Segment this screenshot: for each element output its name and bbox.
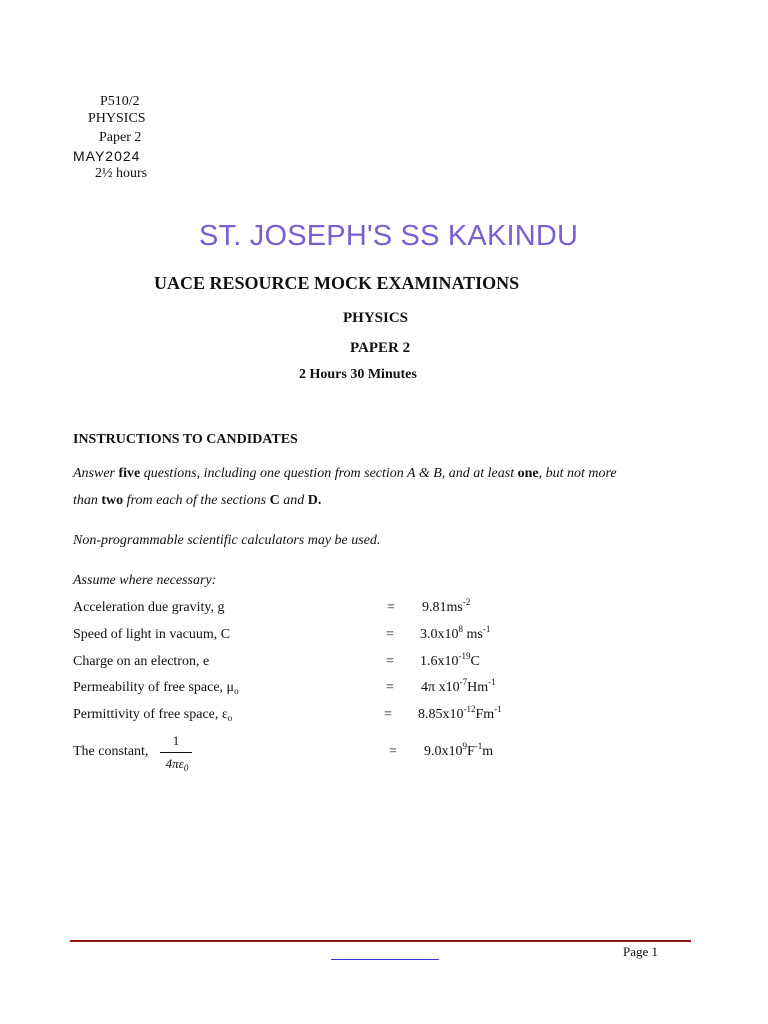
instruction-line-1 bbox=[73, 466, 617, 482]
fraction-numerator: 1 bbox=[172, 733, 180, 748]
header-subject: PHYSICS bbox=[88, 111, 146, 126]
constant-equals: = bbox=[386, 654, 394, 669]
instruction-emphasis: two bbox=[101, 493, 124, 508]
instruction-text: questions, including one question from section A & B, and at least bbox=[140, 466, 518, 481]
constant-label: Permeability of free space, $\mu_o$ bbox=[73, 680, 239, 696]
time-title: 2 Hours 30 Minutes bbox=[299, 367, 417, 382]
constant-value: $9.81ms^{-2}$ bbox=[422, 597, 471, 615]
constant-equals: = bbox=[387, 600, 395, 615]
instruction-line-2 bbox=[73, 493, 321, 509]
constant-label: Speed of light in vacuum, C bbox=[73, 627, 231, 642]
paper-title: PAPER 2 bbox=[350, 340, 411, 356]
assume-note: Assume where necessary: bbox=[73, 573, 217, 588]
instructions-heading: INSTRUCTIONS TO CANDIDATES bbox=[73, 432, 298, 447]
footer-link-underline bbox=[331, 959, 439, 960]
constant-equals: = bbox=[384, 707, 392, 722]
footer-rule bbox=[70, 940, 691, 942]
constant-value: $1.6x10^{-19}C$ bbox=[420, 651, 480, 669]
constant-label: Acceleration due gravity, g bbox=[73, 600, 225, 615]
instruction-text: than bbox=[73, 493, 102, 508]
instruction-text: , but not more bbox=[538, 466, 617, 481]
instruction-emphasis: five bbox=[118, 466, 141, 481]
constant-value: 4π $x10^{-7}Hm^{-1}$ bbox=[421, 677, 496, 695]
fraction-denominator: $4\pi\varepsilon_0$ bbox=[165, 756, 189, 773]
instruction-text: and bbox=[279, 493, 308, 508]
constant-k-label: The constant, bbox=[73, 744, 149, 759]
constant-label: Permittivity of free space, $\varepsilon_o$ bbox=[73, 707, 233, 723]
instruction-emphasis: C bbox=[269, 493, 280, 508]
header-paper: Paper 2 bbox=[99, 130, 142, 145]
constant-value: $3.0x10^8$ $ms^{-1}$ bbox=[420, 624, 491, 642]
subject-title: PHYSICS bbox=[343, 310, 409, 326]
header-duration: 2½ hours bbox=[95, 166, 148, 181]
exam-title: UACE RESOURCE MOCK EXAMINATIONS bbox=[154, 273, 520, 293]
instruction-text: Answer bbox=[73, 466, 119, 481]
constant-value: $8.85x10^{-12}Fm^{-1}$ bbox=[418, 704, 502, 722]
constant-equals: = bbox=[389, 744, 397, 759]
paper-code: P510/2 bbox=[100, 94, 140, 109]
instruction-emphasis: one bbox=[517, 466, 539, 481]
fraction-bar bbox=[160, 752, 192, 753]
constant-label: Charge on an electron, e bbox=[73, 654, 210, 669]
constant-equals: = bbox=[386, 627, 394, 642]
calculator-note: Non-programmable scientific calculators may be used. bbox=[73, 533, 381, 548]
instruction-text: from each of the sections bbox=[123, 493, 270, 508]
instruction-emphasis: D. bbox=[307, 493, 322, 508]
header-date: MAY2024 bbox=[73, 148, 141, 164]
constant-equals: = bbox=[386, 680, 394, 695]
school-name: ST. JOSEPH'S SS KAKINDU bbox=[199, 220, 579, 252]
constant-value: $9.0x10^9F^{-1}m$ bbox=[424, 741, 494, 759]
page-number: Page 1 bbox=[623, 944, 659, 959]
